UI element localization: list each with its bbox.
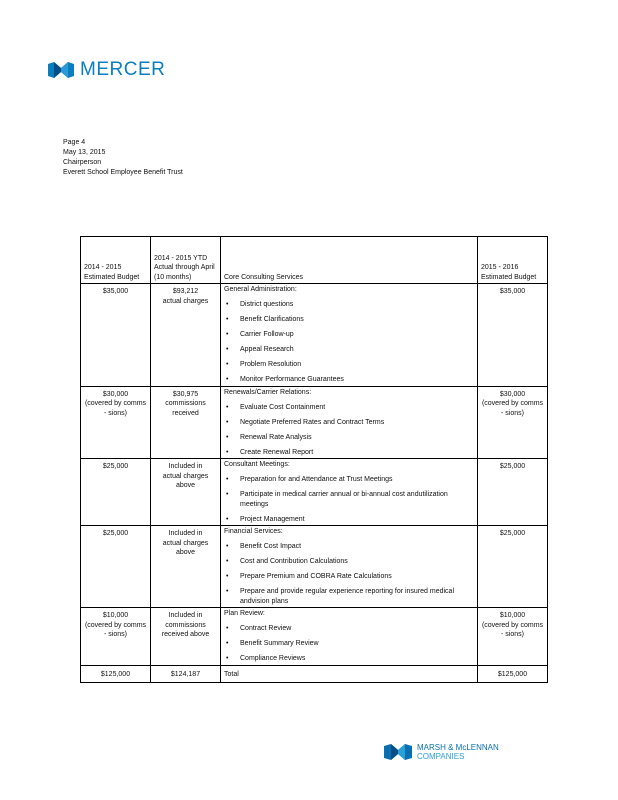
mmc-name-line2: COMPANIES [417,752,465,761]
ytd-amount: Included in [168,612,203,619]
header-services: Core Consulting Services [221,237,478,284]
service-item: • Appeal Research [224,345,474,355]
services-cell [221,526,478,608]
budget-2014-amount: $10,000 [102,612,129,619]
service-item-list [224,624,474,664]
organization-name: Everett School Employee Benefit Trust [63,169,183,176]
service-section-title: Consultant Meetings: [224,461,290,468]
budget-2014-amount: $25,000 [102,530,129,537]
service-section-title: Plan Review: [224,610,265,617]
letter-header [63,138,183,178]
ytd-cell [151,459,221,526]
ytd-note: actual charges above [162,539,209,556]
ytd-cell [151,526,221,608]
service-item: • Problem Resolution [224,360,474,370]
table-row [81,459,548,526]
service-section-title: General Administration: [224,286,297,293]
budget-2015-cell [478,608,548,666]
ytd-cell [151,284,221,387]
budget-2014-amount: $30,000 [102,390,129,398]
ytd-note: commissions received [165,400,206,417]
ytd-note: commissions received above [161,621,210,638]
budget-2015-cell [478,526,548,608]
budget-2014-cell [81,284,151,387]
letter-date: May 13, 2015 [63,149,106,156]
table-row [81,284,548,387]
mercer-logo-icon [48,62,74,78]
budget-2015-amount: $10,000 [499,612,526,619]
page-number: Page 4 [63,139,86,146]
service-item: • Monitor Performance Guarantees [224,375,474,385]
services-cell [221,284,478,387]
service-section-title: Financial Services: [224,528,283,535]
ytd-amount: Included in [168,530,203,537]
budget-2015-cell [478,386,548,459]
total-label: Total [221,665,478,683]
table-row [81,608,548,666]
total-budget-2015: $125,000 [478,665,548,683]
total-ytd: $124,187 [151,665,221,683]
ytd-cell [151,386,221,459]
budget-2015-cell [478,459,548,526]
service-section-title: Renewals/Carrier Relations: [224,388,312,396]
service-item: • Carrier Follow-up [224,330,474,340]
total-budget-2014: $125,000 [81,665,151,683]
budget-table [80,236,548,683]
table-row [81,386,548,459]
services-cell [221,608,478,666]
ytd-amount: Included in [168,463,203,470]
mmc-name-line1: MARSH & McLENNAN [417,743,499,752]
service-item: • Benefit Cost Impact [224,542,474,552]
header-ytd-2014: 2014 - 2015 YTD Actual through April (10 months) [151,237,221,284]
budget-2014-note: (covered by comms - sions) [84,621,147,638]
budget-2014-amount: $25,000 [102,463,129,470]
budget-2015-amount: $25,000 [499,530,526,537]
budget-2014-cell [81,459,151,526]
service-item: • Participate in medical carrier annual or bi-annual cost andutilization meetings [224,490,474,509]
budget-2015-amount: $25,000 [499,463,526,470]
budget-2014-amount: $35,000 [102,288,129,295]
service-item-list [224,475,474,524]
budget-2015-amount: $30,000 [499,390,526,398]
service-item: • Prepare and provide regular experience reporting for insured medical andvision plans [224,587,474,606]
service-item-list [224,542,474,606]
service-item: • Benefit Summary Review [224,639,474,649]
budget-2014-cell [81,386,151,459]
service-item: • Create Renewal Report [224,448,474,458]
service-item: • District questions [224,300,474,310]
mmc-logo [384,743,499,761]
budget-2014-cell [81,608,151,666]
ytd-amount: $30,975 [172,390,199,398]
ytd-cell [151,608,221,666]
ytd-amount: $93,212 [172,288,199,295]
service-item: • Compliance Reviews [224,654,474,664]
service-item: • Cost and Contribution Calculations [224,557,474,567]
service-item: • Negotiate Preferred Rates and Contract Terms [224,418,474,428]
recipient-title: Chairperson [63,159,102,166]
budget-2014-note: (covered by comms - sions) [84,400,147,417]
budget-2015-note: (covered by comms - sions) [481,400,544,417]
mercer-logo [48,60,165,80]
header-budget-2015: 2015 - 2016 Estimated Budget [478,237,548,284]
services-cell [221,386,478,459]
ytd-note: actual charges above [162,472,209,489]
header-budget-2014: 2014 - 2015 Estimated Budget [81,237,151,284]
service-item: • Evaluate Cost Containment [224,403,474,413]
ytd-note: actual charges [162,297,209,305]
service-item: • Renewal Rate Analysis [224,433,474,443]
mmc-logo-icon [384,744,412,760]
mercer-logo-text: MERCER [80,59,166,80]
service-item: • Benefit Clarifications [224,315,474,325]
service-item-list [224,300,474,385]
table-header-row [81,237,548,284]
service-item: • Prepare Premium and COBRA Rate Calculations [224,572,474,582]
budget-2015-cell [478,284,548,387]
service-item: • Contract Review [224,624,474,634]
table-row [81,526,548,608]
service-item: • Preparation for and Attendance at Trust Meetings [224,475,474,485]
budget-2015-amount: $35,000 [499,288,526,295]
service-item: • Project Management [224,515,474,525]
budget-2015-note: (covered by comms - sions) [481,621,544,638]
services-cell [221,459,478,526]
budget-2014-cell [81,526,151,608]
total-row [81,665,548,683]
service-item-list [224,403,474,458]
